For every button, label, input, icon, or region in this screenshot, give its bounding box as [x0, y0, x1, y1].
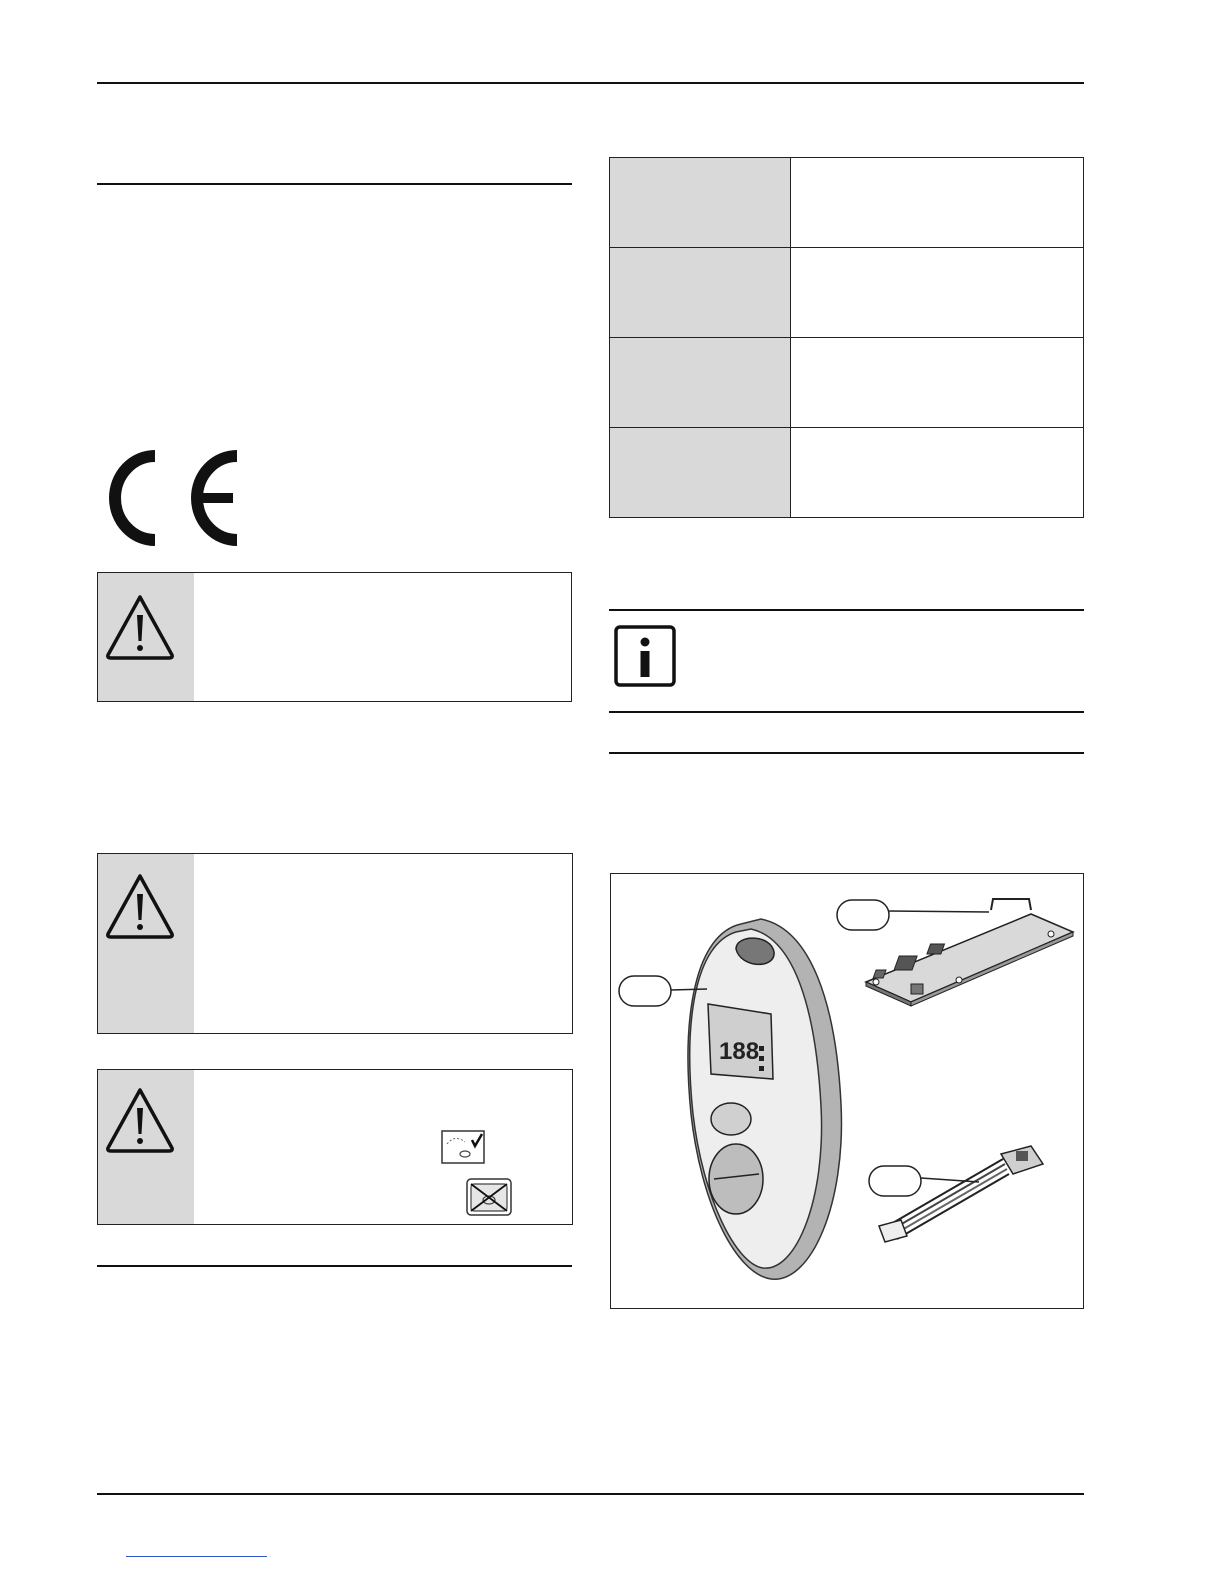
table-label-cell — [610, 158, 791, 248]
warning-box-3 — [97, 1069, 573, 1225]
ce-mark-icon — [105, 448, 245, 548]
rinse-ok-icon — [441, 1130, 485, 1164]
info-rule-top — [609, 609, 1084, 611]
table-value-cell — [791, 338, 1084, 428]
footer-link[interactable] — [126, 1556, 267, 1557]
table-row — [610, 428, 1084, 518]
product-figure — [610, 873, 1084, 1309]
warning-triangle-icon — [104, 872, 176, 940]
product-illustration — [611, 874, 1083, 1308]
table-label-cell — [610, 338, 791, 428]
section-rule-right — [609, 752, 1084, 754]
circuit-board-icon — [866, 899, 1073, 1006]
warning-sidebar — [98, 1070, 194, 1224]
section-rule-left-bottom — [97, 1265, 572, 1267]
display-readout: 188 — [719, 1038, 760, 1065]
callout-3 — [869, 1166, 979, 1196]
warning-box-1 — [97, 572, 572, 702]
table-row — [610, 338, 1084, 428]
table-value-cell — [791, 428, 1084, 518]
table-label-cell — [610, 428, 791, 518]
warning-sidebar — [98, 854, 194, 1033]
table-row — [610, 248, 1084, 338]
header-rule — [97, 82, 1084, 84]
table-value-cell — [791, 158, 1084, 248]
table-label-cell — [610, 248, 791, 338]
table-value-cell — [791, 248, 1084, 338]
warning-triangle-icon — [104, 593, 176, 661]
info-icon — [614, 625, 676, 687]
info-rule-bottom — [609, 711, 1084, 713]
warning-box-2 — [97, 853, 573, 1034]
warning-triangle-icon — [104, 1086, 176, 1154]
footer-rule — [97, 1493, 1084, 1495]
section-rule-left — [97, 183, 572, 185]
spec-table — [609, 157, 1084, 518]
table-row — [610, 158, 1084, 248]
no-dishwasher-icon — [466, 1178, 512, 1216]
remote-control-icon — [688, 919, 841, 1279]
warning-sidebar — [98, 573, 194, 701]
callout-2 — [837, 900, 989, 930]
